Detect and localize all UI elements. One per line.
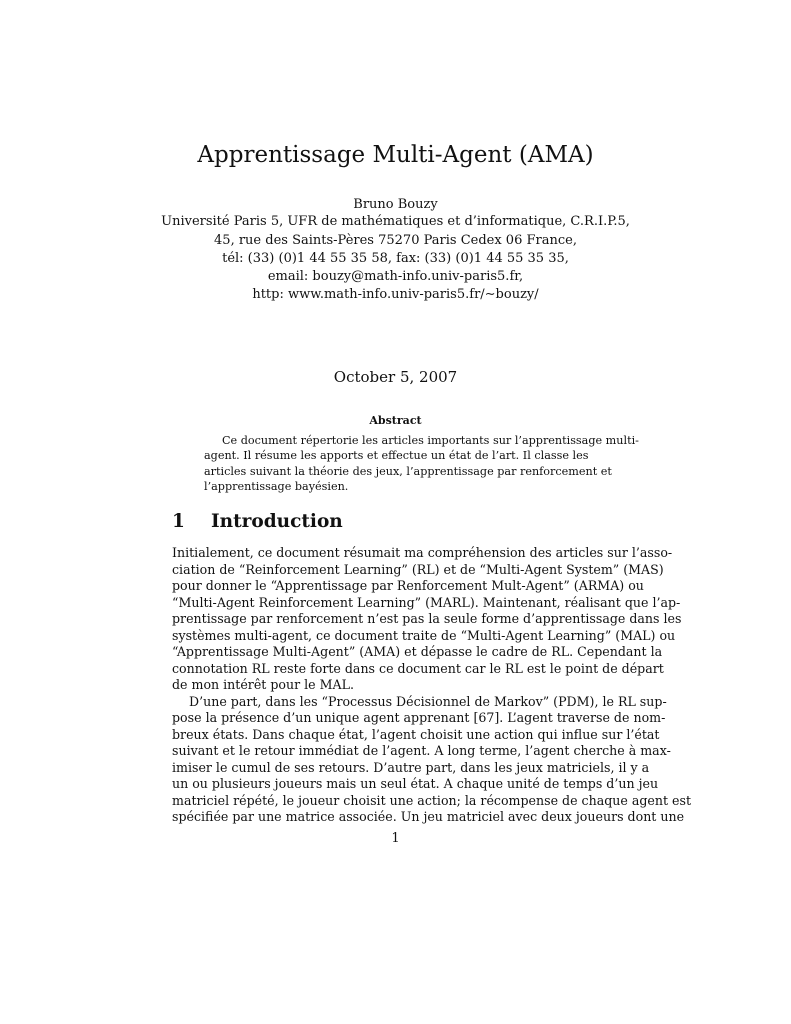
body-line: “Multi-Agent Reinforcement Learning” (MARL). Maintenant, réalisant que l’ap- <box>172 594 681 610</box>
author-phone: tél: (33) (0)1 44 55 35 58, fax: (33) (0)1 44 55 35 35, <box>222 251 569 266</box>
abstract-line: articles suivant la théorie des jeux, l’apprentissage par renforcement et <box>204 464 612 478</box>
abstract-line: agent. Il résume les apports et effectue un état de l’art. Il classe les <box>204 449 589 463</box>
body-line: de mon intérêt pour le MAL. <box>172 677 354 692</box>
body-line: prentissage par renforcement n’est pas la seule forme d’apprentissage dans les <box>172 611 682 626</box>
section-heading <box>172 511 343 532</box>
author-email: email: bouzy@math-info.univ-paris5.fr, <box>267 269 524 284</box>
abstract-line: Ce document répertorie les articles importants sur l’apprentissage multi- <box>222 434 639 447</box>
body-line: pour donner le “Apprentissage par Renforcement Mult-Agent” (ARMA) ou <box>172 578 644 593</box>
body-line: pose la présence d’un unique agent apprenant [67]. L’agent traverse de nom- <box>172 710 666 725</box>
page-number: 1 <box>391 831 400 846</box>
body-line: spécifiée par une matrice associée. Un jeu matriciel avec deux joueurs dont une <box>172 809 685 824</box>
body-line: “Apprentissage Multi-Agent” (AMA) et dépasse le cadre de RL. Cependant la <box>172 644 663 659</box>
paper-title: Apprentissage Multi-Agent (AMA) <box>197 142 594 168</box>
author-affiliation: Université Paris 5, UFR de mathématiques et d’informatique, C.R.I.P.5, <box>161 214 630 229</box>
body-line: ciation de “Reinforcement Learning” (RL) et de “Multi-Agent System” (MAS) <box>172 561 664 577</box>
abstract-heading: Abstract <box>369 414 422 427</box>
body-line: matriciel répété, le joueur choisit une action; la récompense de chaque agent est <box>172 792 692 808</box>
body-text <box>172 545 692 826</box>
body-line: breux états. Dans chaque état, l’agent choisit une action qui influe sur l’état <box>172 726 660 742</box>
author-name: Bruno Bouzy <box>353 197 438 212</box>
section-number: 1 <box>172 511 185 532</box>
body-line: suivant et le retour immédiat de l’agent. A long terme, l’agent cherche à max- <box>172 743 671 758</box>
body-line: systèmes multi-agent, ce document traite de “Multi-Agent Learning” (MAL) ou <box>172 627 676 643</box>
body-line: connotation RL reste forte dans ce document car le RL est le point de départ <box>172 660 664 676</box>
body-line: D’une part, dans les “Processus Décisionnel de Markov” (PDM), le RL sup- <box>189 693 667 709</box>
section-title: Introduction <box>211 511 343 532</box>
body-line: un ou plusieurs joueurs mais un seul état. A chaque unité de temps d’un jeu <box>172 776 659 791</box>
author-address: 45, rue des Saints-Pères 75270 Paris Cedex 06 France, <box>214 233 577 248</box>
body-line: Initialement, ce document résumait ma compréhension des articles sur l’asso- <box>172 545 673 560</box>
body-line: imiser le cumul de ses retours. D’autre part, dans les jeux matriciels, il y a <box>172 759 650 775</box>
author-homepage: http: www.math-info.univ-paris5.fr/∼bouzy/ <box>252 287 539 302</box>
paper-date: October 5, 2007 <box>333 368 458 386</box>
abstract-body <box>204 433 639 495</box>
abstract-line: l’apprentissage bayésien. <box>204 480 349 494</box>
